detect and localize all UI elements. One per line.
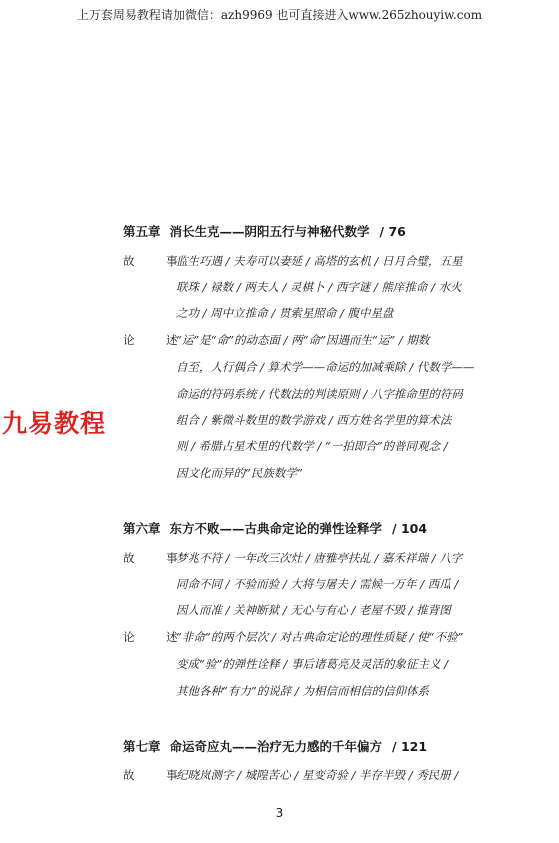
text-line: 之功 / 周中立推命 / 贯索星照命 / 腹中星盘	[176, 306, 394, 320]
chapter-title: 消长生克——阴阳五行与神秘代数学	[169, 224, 370, 239]
text-line: “运”是“命”的动态面 / 两“命”因遇而生“运” / 期数	[176, 333, 430, 347]
chapter-page: / 104	[392, 521, 428, 536]
essays-section	[123, 629, 508, 709]
stories-label: 故 事	[123, 551, 192, 565]
chapter-heading[interactable]	[123, 222, 518, 240]
text-line: 则 / 希腊占星术里的代数学 / “一拍即合”的普同观念 /	[176, 439, 448, 453]
essays-label: 论 述	[123, 333, 192, 347]
text-line: 自至，人行偶合 / 算术学——命运的加减乘除 / 代数学——	[176, 360, 475, 374]
text-line: 同命不同 / 不验而验 / 大将与屠夫 / 需候一万年 / 西瓜 /	[176, 577, 459, 591]
essays-section	[123, 332, 508, 492]
stories-label: 故 事	[123, 768, 192, 782]
chapter-heading[interactable]	[123, 737, 518, 755]
text-line: 纪晓岚测字 / 城隍苦心 / 星变奇验 / 半存半毁 / 秀民册 /	[176, 768, 459, 782]
page-number: 3	[275, 806, 284, 820]
text-line: 组合 / 紫微斗数里的数学游戏 / 西方姓名学里的算术法	[176, 413, 452, 427]
stories-section	[123, 550, 508, 630]
essays-label: 论 述	[123, 630, 192, 644]
chapter-page: / 121	[392, 739, 428, 754]
chapter-number: 第七章	[123, 739, 161, 754]
stories-section	[123, 253, 508, 333]
stories-label: 故 事	[123, 254, 192, 268]
text-line: 梦兆不符 / 一年改三次灶 / 唐雅亭扶乩 / 嘉禾祥瑞 / 八字	[176, 551, 463, 565]
text-line: 监生巧遇 / 夫寿可以妻延 / 高塔的玄机 / 日月合璧，五星	[176, 254, 463, 268]
chapter-heading[interactable]	[123, 519, 518, 537]
chapter-number: 第六章	[123, 521, 161, 536]
text-line: 变成“验”的弹性诠释 / 事后诸葛亮及灵活的象征主义 /	[176, 657, 448, 671]
chapter-title: 命运奇应丸——治疗无力感的千年偏方	[169, 739, 383, 754]
text-line: 联珠 / 禄数 / 两夫人 / 灵棋卜 / 西字谜 / 熊庠推命 / 水火	[176, 280, 462, 294]
chapter-page: / 76	[379, 224, 406, 239]
watermark-logo: 九易教程	[2, 409, 107, 438]
chapter-number: 第五章	[123, 224, 161, 239]
stories-section	[123, 767, 508, 791]
text-line: 其他各种“有力”的说辞 / 为相信而相信的信仰体系	[176, 684, 429, 698]
text-line: 因文化而异的“民族数学”	[176, 466, 303, 480]
text-line: “非命”的两个层次 / 对古典命定论的理性质疑 / 使“不验”	[176, 630, 464, 644]
chapter-title: 东方不败——古典命定论的弹性诠释学	[169, 521, 383, 536]
text-line: 因人而准 / 关神断狱 / 无心与有心 / 老屋不毁 / 推背图	[176, 603, 451, 617]
text-line: 命运的符码系统 / 代数法的判读原则 / 八字推命里的符码	[176, 387, 463, 401]
page-header-banner: 上万套周易教程请加微信：azh9969 也可直接进入www.265zhouyiw.com	[76, 8, 483, 22]
